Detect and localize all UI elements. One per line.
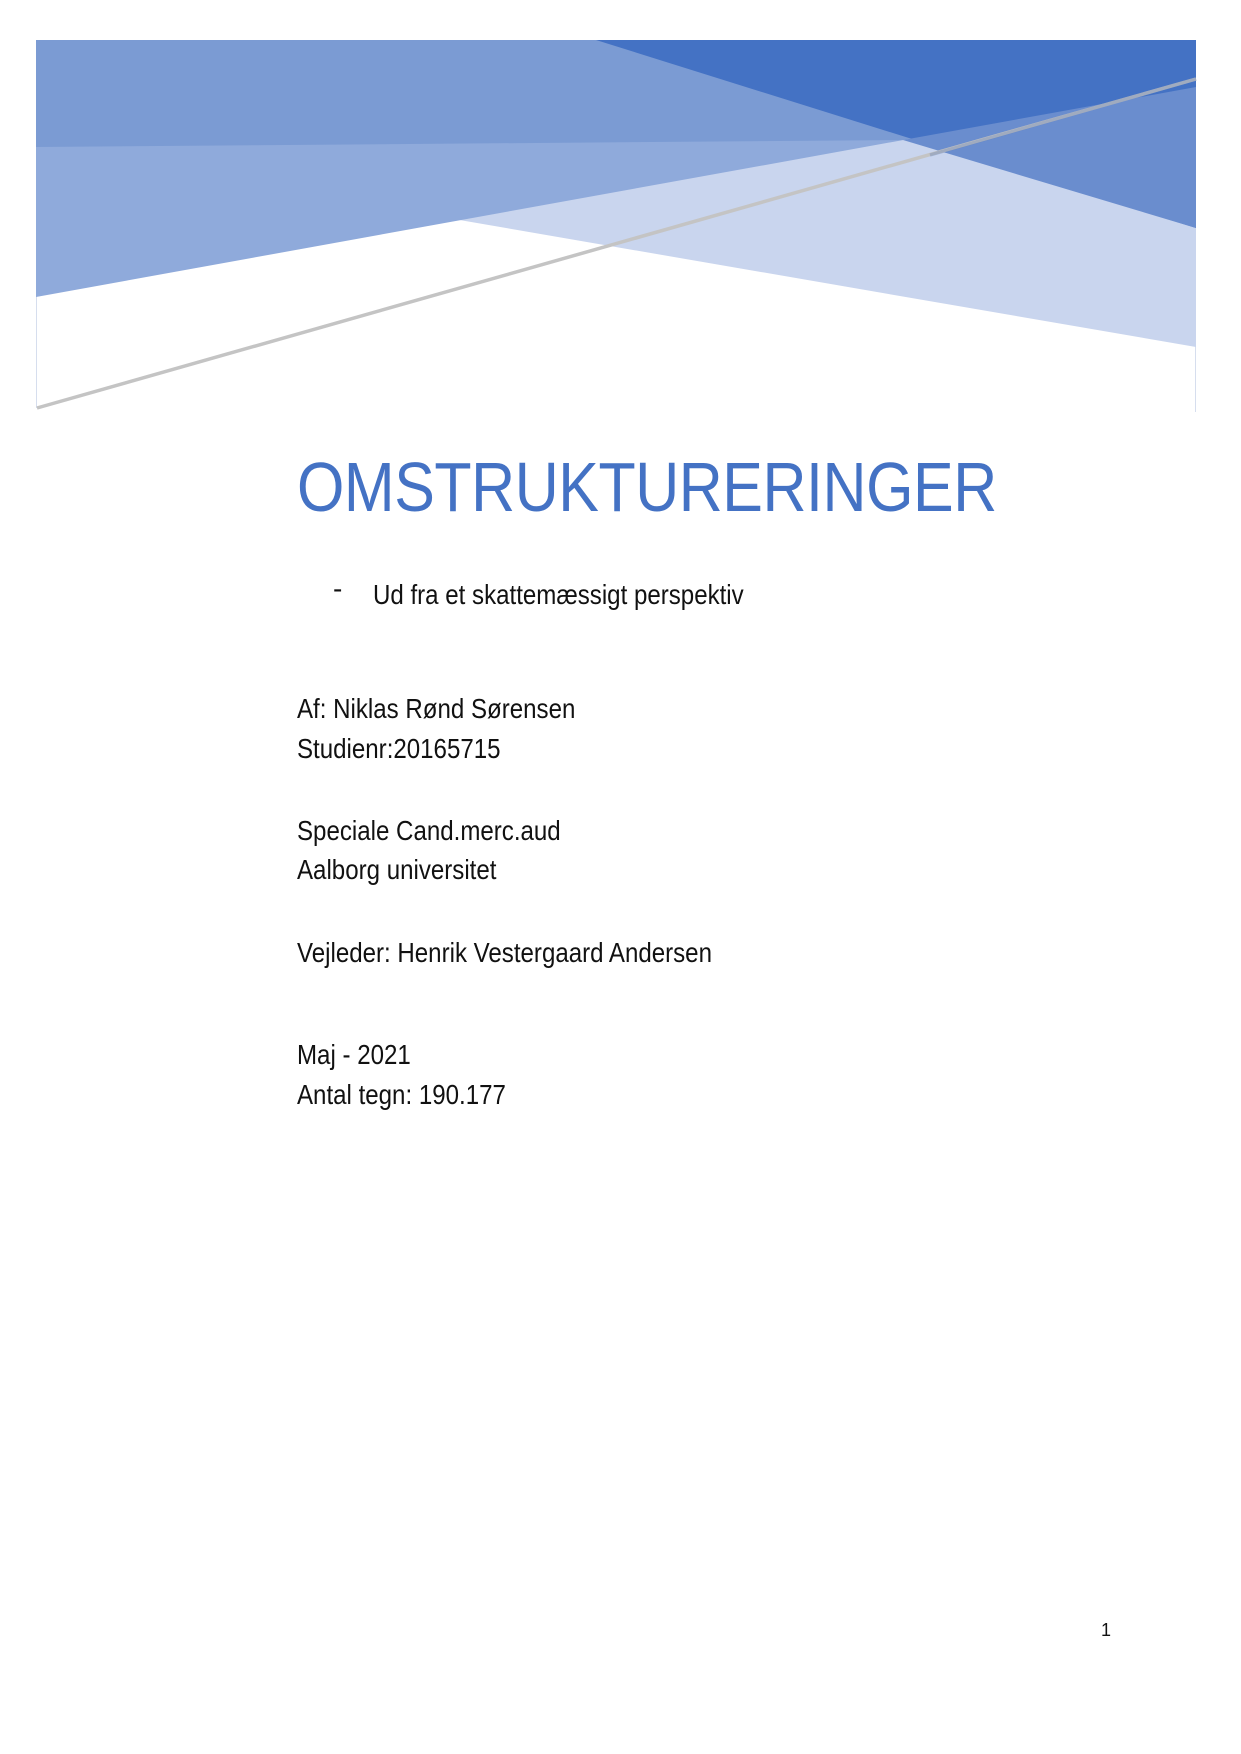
subtitle-bullet-dash: - xyxy=(333,573,343,604)
supervisor-line: Vejleder: Henrik Vestergaard Andersen xyxy=(297,937,712,968)
program-line: Speciale Cand.merc.aud xyxy=(297,815,561,846)
university-line: Aalborg universitet xyxy=(297,854,497,885)
cover-header-graphic xyxy=(0,0,1241,420)
student-number-line: Studienr:20165715 xyxy=(297,733,501,764)
page-number: 1 xyxy=(1101,1620,1112,1640)
document-title: OMSTRUKTURERINGER xyxy=(297,448,997,526)
date-line: Maj - 2021 xyxy=(297,1039,411,1070)
character-count-line: Antal tegn: 190.177 xyxy=(297,1079,506,1110)
author-line: Af: Niklas Rønd Sørensen xyxy=(297,693,576,724)
document-subtitle: Ud fra et skattemæssigt perspektiv xyxy=(373,579,744,610)
